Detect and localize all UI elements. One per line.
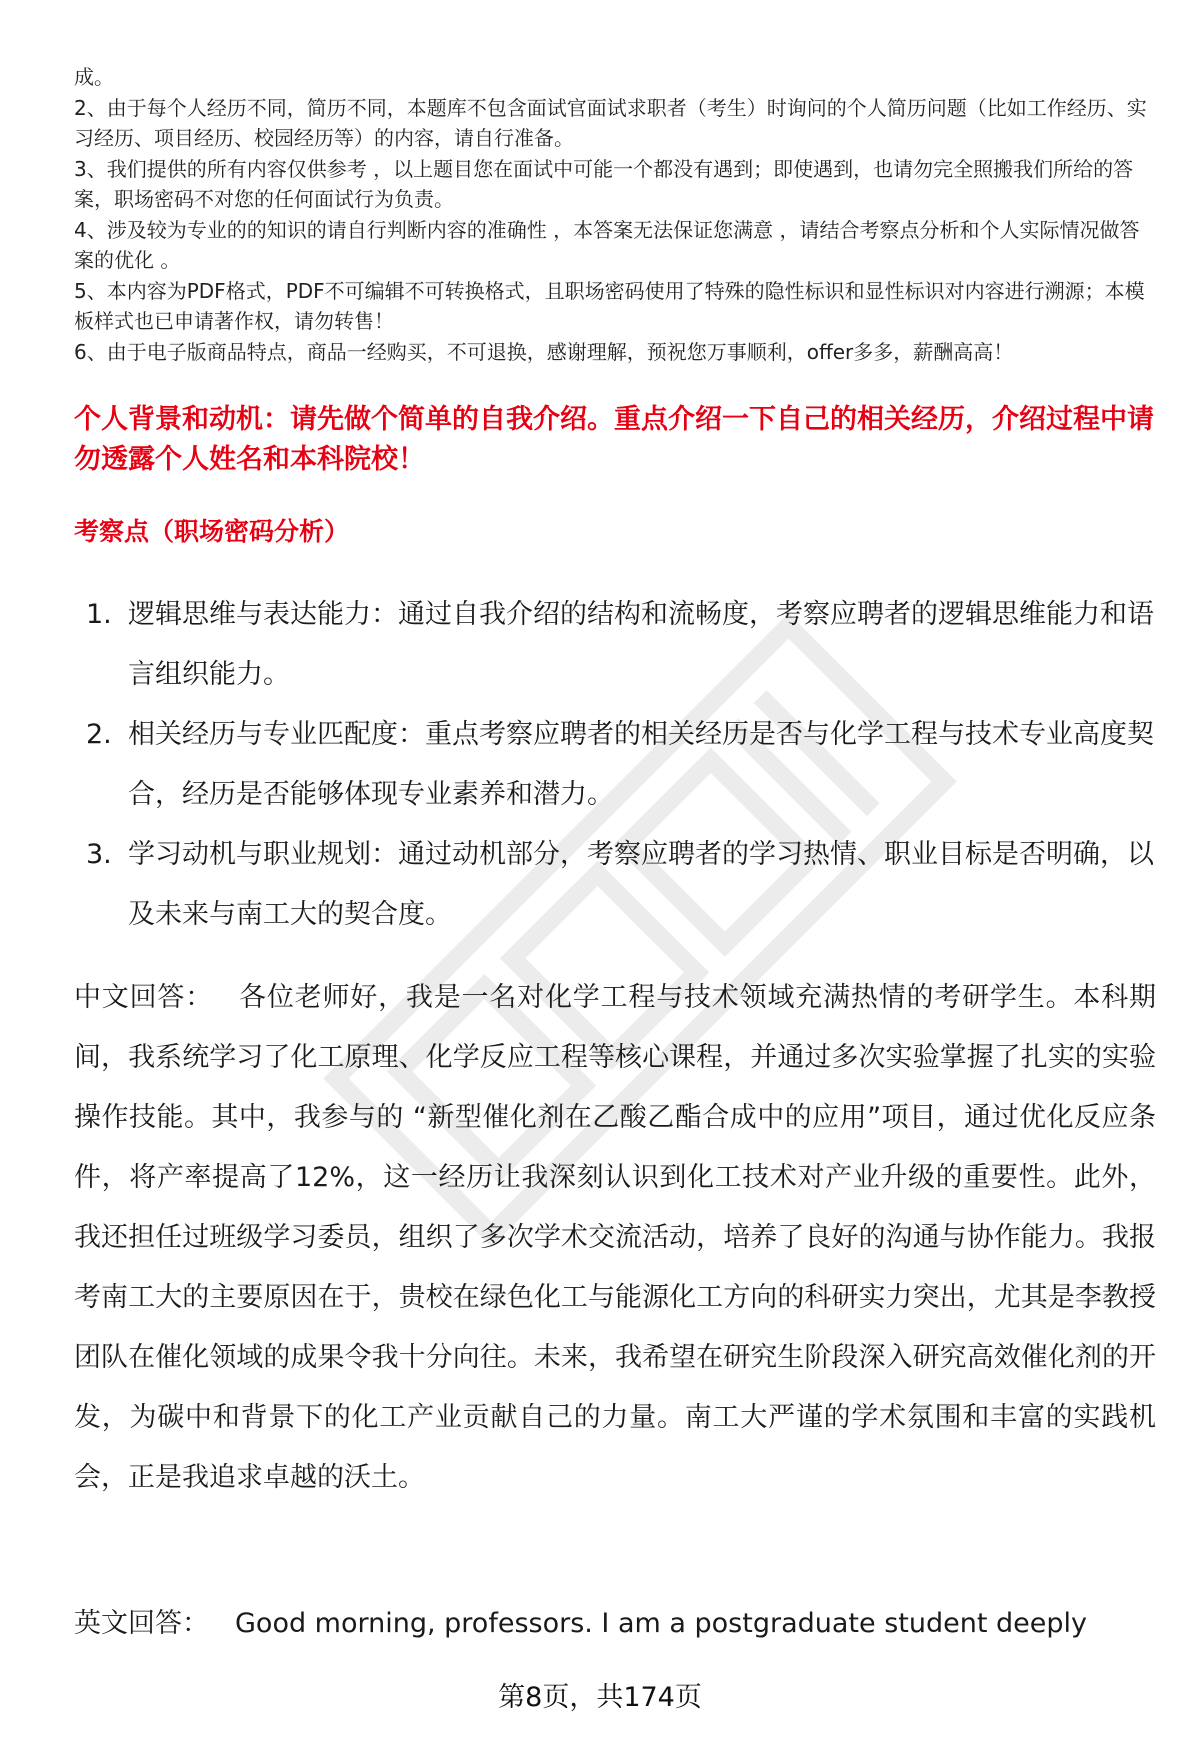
list-item bbox=[74, 705, 1154, 825]
english-answer bbox=[74, 1594, 1156, 1654]
note-item: 4、涉及较为专业的的知识的请自行判断内容的准确性 ，本答案无法保证您满意 ，请结合考察点分析和个人实际情况做答案的优化 。 bbox=[74, 217, 1140, 272]
note-item: 2、由于每个人经历不同，简历不同，本题库不包含面试官面试求职者（考生）时询问的个人简历问题（比如工作经历、实习经历、项目经历、校园经历等）的内容，请自行准备。 bbox=[74, 95, 1147, 150]
english-answer-label: 英文回答： bbox=[74, 1608, 209, 1639]
english-answer-text: Good morning, professors. I am a postgraduate student deeply bbox=[235, 1608, 1087, 1639]
note-item: 5、本内容为PDF格式，PDF不可编辑不可转换格式，且职场密码使用了特殊的隐性标识和显性标识对内容进行溯源；本模板样式也已申请著作权，请勿转售！ bbox=[74, 278, 1145, 333]
note-item: 6、由于电子版商品特点，商品一经购买，不可退换，感谢理解，预祝您万事顺利，offer多多，薪酬高高！ bbox=[74, 339, 1014, 364]
chinese-answer-label: 中文回答： bbox=[74, 982, 214, 1013]
note-item: 3、我们提供的所有内容仅供参考 ，以上题目您在面试中可能一个都没有遇到；即使遇到，也请勿完全照搬我们所给的答案，职场密码不对您的任何面试行为负责。 bbox=[74, 156, 1134, 211]
list-item bbox=[74, 825, 1154, 945]
chinese-answer-text: 各位老师好，我是一名对化学工程与技术领域充满热情的考研学生。本科期间，我系统学习了化工原理、化学反应工程等核心课程，并通过多次实验掌握了扎实的实验操作技能。其中，我参与的 “新型催化剂在乙酸乙酯合成中的应用”项目，通过优化反应条件，将产率提高了12%，这一经历让我深刻认识到化工技术对产业升级的重要性。此外，我还担任过班级学习委员，组织了多次学术交流活动，培养了良好的沟通与协作能力。我报考南工大的主要原因在于，贵校在绿色化工与能源化工方向的科研实力突出，尤其是李教授团队在催化领域的成果令我十分向往。未来，我希望在研究生阶段深入研究高效催化剂的开发，为碳中和背景下的化工产业贡献自己的力量。南工大严谨的学术氛围和丰富的实践机会，正是我追求卓越的沃土。 bbox=[74, 982, 1157, 1493]
page-number: 第8页，共174页 bbox=[498, 1682, 702, 1713]
list-item-text: 学习动机与职业规划：通过动机部分，考察应聘者的学习热情、职业目标是否明确，以及未来与南工大的契合度。 bbox=[128, 839, 1154, 930]
assessment-points-list bbox=[74, 585, 1154, 945]
list-number: 2. bbox=[86, 719, 112, 750]
interview-question: 个人背景和动机：请先做个简单的自我介绍。重点介绍一下自己的相关经历，介绍过程中请勿透露个人姓名和本科院校！ bbox=[74, 404, 1154, 475]
list-item bbox=[74, 585, 1154, 705]
points-heading: 考察点（职场密码分析） bbox=[74, 517, 350, 546]
notes-section bbox=[74, 62, 1154, 367]
list-number: 1. bbox=[86, 599, 112, 630]
list-item-text: 逻辑思维与表达能力：通过自我介绍的结构和流畅度，考察应聘者的逻辑思维能力和语言组织能力。 bbox=[128, 599, 1154, 690]
chinese-answer bbox=[74, 968, 1156, 1508]
list-item-text: 相关经历与专业匹配度：重点考察应聘者的相关经历是否与化学工程与技术专业高度契合，经历是否能够体现专业素养和潜力。 bbox=[128, 719, 1154, 810]
note-item: 成。 bbox=[74, 65, 114, 89]
list-number: 3. bbox=[86, 839, 112, 870]
